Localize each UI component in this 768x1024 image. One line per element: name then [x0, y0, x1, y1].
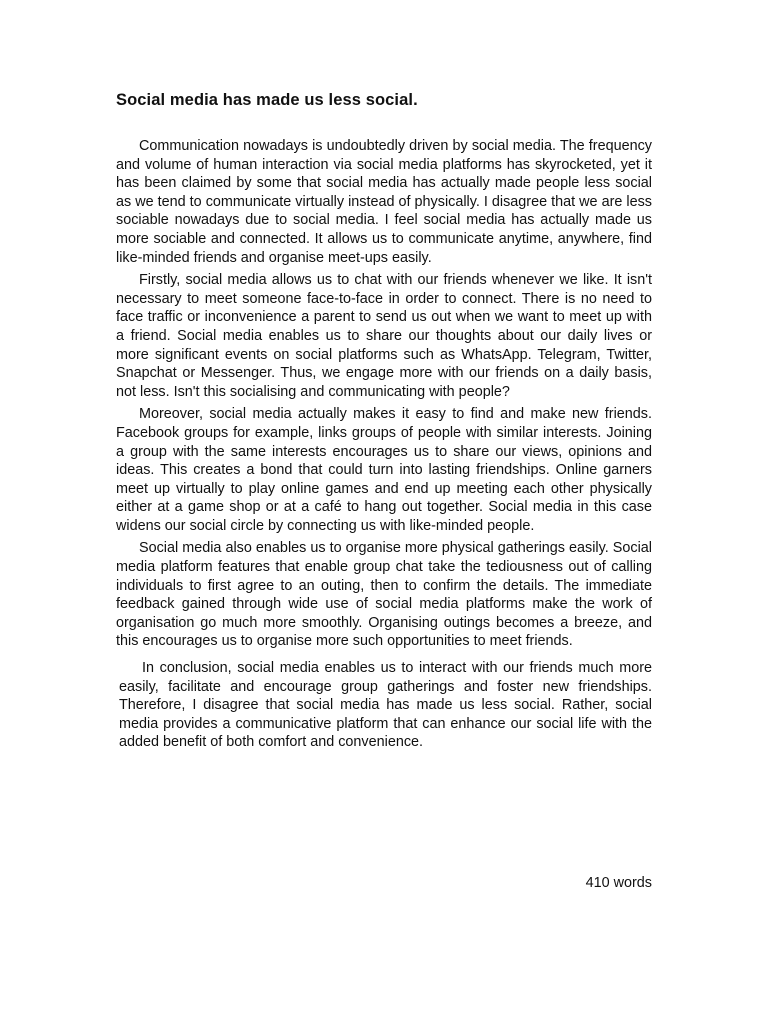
- paragraph-gatherings: Social media also enables us to organise more physical gatherings easily. Social media platform features that enable group chat take the tediousness out of calling individuals to first agree to an outing, then to confirm the details. The immediate feedback gained through wide use of social media platforms make the work of organisation go much more smoothly. Organising outings becomes a breeze, and this encourages us to organise more such opportunities to meet friends.: [116, 540, 652, 650]
- document-page: [116, 0, 652, 1024]
- paragraph-moreover: Moreover, social media actually makes it easy to find and make new friends. Facebook groups for example, links groups of people with similar interests. Joining a group with the same interests encourages us to share our views, opinions and ideas. This creates a bond that could turn into lasting friendships. Online garners meet up virtually to play online games and end up meeting each other physically either at a game shop or at a café to hang out together. Social media in this case widens our social circle by connecting us with like-minded people.: [116, 406, 652, 534]
- word-count: 410 words: [585, 875, 652, 891]
- paragraph-firstly: Firstly, social media allows us to chat with our friends whenever we like. It isn't necessary to meet someone face-to-face in order to connect. There is no need to face traffic or inconvenience a parent to send us out when we want to meet up with a friend. Social media enables us to share our thoughts about our daily lives or more significant events on social platforms such as WhatsApp. Telegram, Twitter, Snapchat or Messenger. Thus, we engage more with our friends on a daily basis, not less. Isn't this socialising and communicating with people?: [116, 272, 652, 400]
- essay-body: [116, 137, 652, 756]
- paragraph-conclusion: In conclusion, social media enables us to interact with our friends much more easily, facilitate and encourage group gatherings and foster new friendships. Therefore, I disagree that social media has made us less social. Rather, social media provides a communicative platform that can enhance our social life with the added benefit of both comfort and convenience.: [119, 660, 652, 751]
- essay-title: Social media has made us less social.: [116, 91, 418, 109]
- paragraph-introduction: Communication nowadays is undoubtedly driven by social media. The frequency and volume of human interaction via social media platforms has skyrocketed, yet it has been claimed by some that social media has actually made people less social as we tend to communicate virtually instead of physically. I disagree that we are less sociable nowadays due to social media. I feel social media has actually made us more sociable and connected. It allows us to communicate anytime, anywhere, find like-minded friends and organise meet-ups easily.: [116, 138, 652, 266]
